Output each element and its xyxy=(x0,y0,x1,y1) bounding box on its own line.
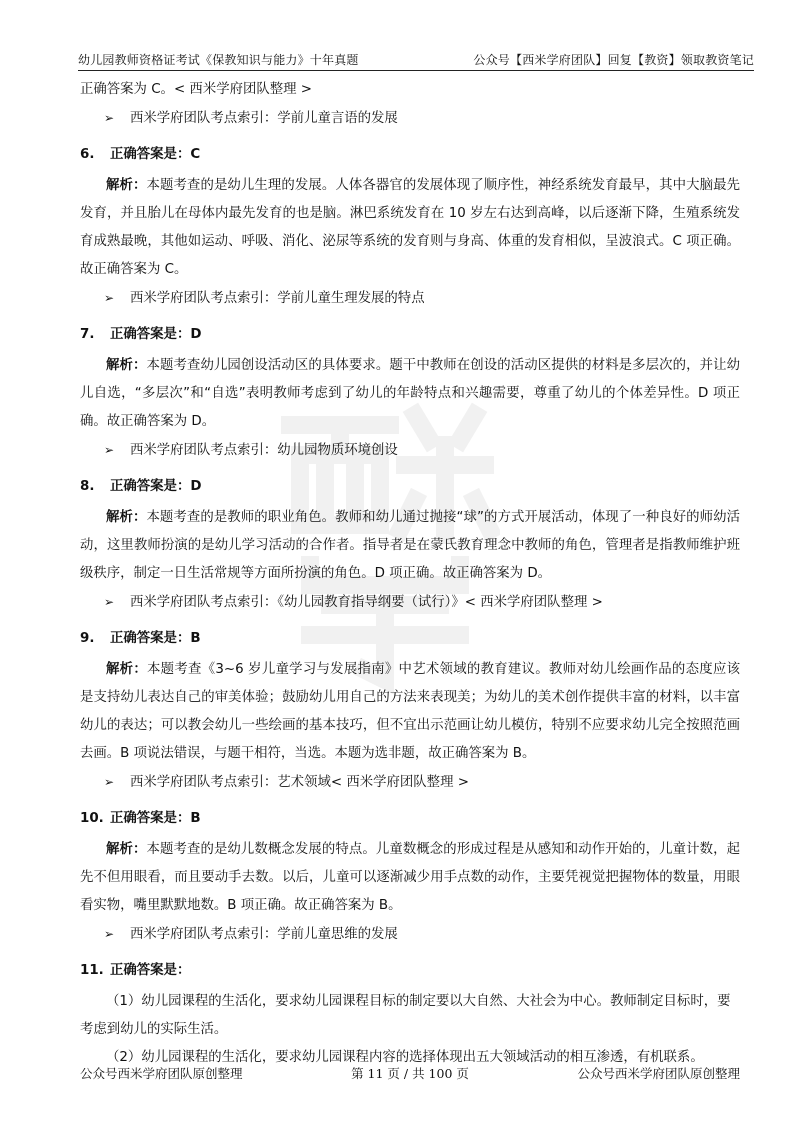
question-8-index xyxy=(80,588,740,616)
question-9-header xyxy=(80,622,740,656)
question-number: 6. xyxy=(80,147,95,162)
header-right-note: 公众号【西米学府团队】回复【教资】领取教资笔记 xyxy=(473,53,754,67)
question-10-index xyxy=(80,920,740,948)
analysis-text: 本题考查的是幼儿数概念发展的特点。儿童数概念的形成过程是从感知和动作开始的，儿童计数，起先不但用眼看，而且要动手去数。以后，儿童可以逐渐减少用手点数的动作，主要凭视觉把握物体的数量，用眼看实物，嘴里默默地数。B 项正确。故正确答案为 B。 xyxy=(80,842,741,913)
question-number: 10. xyxy=(80,811,104,826)
arrow-bullet-icon: ➢ xyxy=(104,595,115,609)
analysis-text: 本题考查的是教师的职业角色。教师和幼儿通过抛接“球”的方式开展活动，体现了一种良好的师幼活动，这里教师扮演的是幼儿学习活动的合作者。指导者是在蒙氏教育理念中教师的角色，管理者是指教师维护班级秩序，制定一日生活常规等方面所扮演的角色。D 项正确。故正确答案为 D。 xyxy=(80,510,740,581)
index-text: 西米学府团队考点索引：学前儿童思维的发展 xyxy=(130,927,398,942)
question-number: 9. xyxy=(80,631,95,646)
question-9-index xyxy=(80,768,740,796)
question-10-analysis xyxy=(80,836,740,920)
question-answer: 正确答案是：B xyxy=(110,811,201,826)
intro-line: 正确答案为 C。< 西米学府团队整理 > xyxy=(80,82,313,97)
question-11-point-2: （2）幼儿园课程的生活化，要求幼儿园课程内容的选择体现出五大领域活动的相互渗透，有机联系。 xyxy=(106,1050,704,1065)
arrow-bullet-icon: ➢ xyxy=(104,775,115,789)
analysis-label: 解析： xyxy=(106,842,147,857)
page-footer xyxy=(80,1064,740,1082)
arrow-bullet-icon: ➢ xyxy=(104,291,115,305)
question-number: 7. xyxy=(80,327,95,342)
page-number: 第 11 页 / 共 100 页 xyxy=(351,1066,469,1081)
question-number: 8. xyxy=(80,479,95,494)
question-answer: 正确答案是：D xyxy=(110,479,202,494)
question-answer: 正确答案是：B xyxy=(110,631,201,646)
index-text: 西米学府团队考点索引：学前儿童生理发展的特点 xyxy=(130,291,425,306)
question-6-analysis xyxy=(80,172,740,284)
analysis-label: 解析： xyxy=(106,358,147,373)
analysis-label: 解析： xyxy=(106,510,147,525)
header-left-title: 幼儿园教师资格证考试《保教知识与能力》十年真题 xyxy=(78,53,359,67)
question-7-analysis xyxy=(80,352,740,436)
question-9-analysis xyxy=(80,656,740,768)
question-answer: 正确答案是：D xyxy=(110,327,202,342)
analysis-label: 解析： xyxy=(106,178,147,193)
question-8-header xyxy=(80,470,740,504)
index-text: 西米学府团队考点索引：艺术领域< 西米学府团队整理 > xyxy=(130,775,469,790)
question-11-point-1: （1）幼儿园课程的生活化，要求幼儿园课程目标的制定要以大自然、大社会为中心。教师制定目标时，要考虑到幼儿的实际生活。 xyxy=(80,994,731,1037)
intro-index xyxy=(80,104,740,132)
analysis-text: 本题考查《3~6 岁儿童学习与发展指南》中艺术领域的教育建议。教师对幼儿绘画作品的态度应该是支持幼儿表达自己的审美体验；鼓励幼儿用自己的方法来表现美；为幼儿的美术创作提供丰富的材料，以丰富幼儿的表达；可以教会幼儿一些绘画的基本技巧，但不宜出示范画让幼儿模仿，特别不应要求幼儿完全按照范画去画。B 项说法错误，与题干相符，当选。本题为选非题，故正确答案为 B。 xyxy=(80,662,741,761)
question-6-header xyxy=(80,138,740,172)
answer-content xyxy=(80,76,740,1072)
question-11-header xyxy=(80,954,740,988)
analysis-text: 本题考查幼儿园创设活动区的具体要求。题干中教师在创设的活动区提供的材料是多层次的，并让幼儿自选，“多层次”和“自选”表明教师考虑到了幼儿的年龄特点和兴趣需要，尊重了幼儿的个体差异性。D 项正确。故正确答案为 D。 xyxy=(80,358,741,429)
analysis-label: 解析： xyxy=(106,662,148,677)
footer-right: 公众号西米学府团队原创整理 xyxy=(577,1066,740,1081)
index-text: 西米学府团队考点索引：《幼儿园教育指导纲要（试行）》< 西米学府团队整理 > xyxy=(130,595,603,610)
arrow-bullet-icon: ➢ xyxy=(104,927,115,941)
arrow-bullet-icon: ➢ xyxy=(104,111,115,125)
footer-left: 公众号西米学府团队原创整理 xyxy=(80,1066,243,1081)
question-6-index xyxy=(80,284,740,312)
question-10-header xyxy=(80,802,740,836)
question-7-index xyxy=(80,436,740,464)
arrow-bullet-icon: ➢ xyxy=(104,443,115,457)
page-header xyxy=(78,44,754,71)
analysis-text: 本题考查的是幼儿生理的发展。人体各器官的发展体现了顺序性，神经系统发育最早，其中大脑最先发育，并且胎儿在母体内最先发育的也是脑。淋巴系统发育在 10 岁左右达到高峰，以后逐渐下降，生殖系统发育成熟最晚，其他如运动、呼吸、消化、泌尿等系统的发育则与身高、体重的发育相似，呈波浪式。C 项正确。故正确答案为 C。 xyxy=(80,178,741,277)
question-answer: 正确答案是：C xyxy=(110,147,201,162)
question-8-analysis xyxy=(80,504,740,588)
intro-index-text: 西米学府团队考点索引：学前儿童言语的发展 xyxy=(130,111,398,126)
question-7-header xyxy=(80,318,740,352)
question-answer: 正确答案是： xyxy=(110,963,191,978)
question-number: 11. xyxy=(80,963,104,978)
index-text: 西米学府团队考点索引：幼儿园物质环境创设 xyxy=(130,443,398,458)
